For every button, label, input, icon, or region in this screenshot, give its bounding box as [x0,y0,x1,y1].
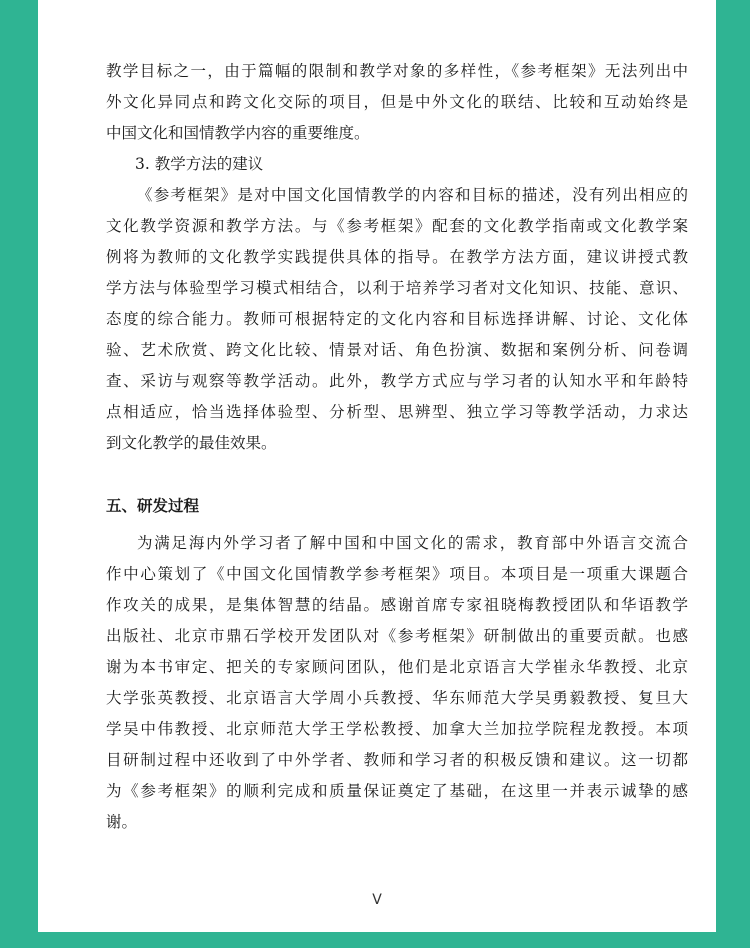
paragraph-line: 外文化异同点和跨文化交际的项目，但是中外文化的联结、比较和互动始终是 [106,93,688,111]
subsection-title: 3. 教学方法的建议 [135,155,264,173]
paragraph-line: 为《参考框架》的顺利完成和质量保证奠定了基础，在这里一并表示诚挚的感 [106,782,688,800]
paragraph-line: 谢。 [106,813,138,831]
paragraph-line: 作攻关的成果，是集体智慧的结晶。感谢首席专家祖晓梅教授团队和华语教学 [106,596,688,614]
paragraph-line: 大学张英教授、北京语言大学周小兵教授、华东师范大学吴勇毅教授、复旦大 [106,689,688,707]
paragraph-line: 学方法与体验型学习模式相结合，以利于培养学习者对文化知识、技能、意识、 [106,279,688,297]
research-paragraph [106,528,688,838]
paragraph-line: 为满足海内外学习者了解中国和中国文化的需求，教育部中外语言交流合 [137,534,688,552]
page-number: V [372,892,382,908]
paragraph-line: 学吴中伟教授、北京师范大学王学松教授、加拿大兰加拉学院程龙教授。本项 [106,720,688,738]
paragraph-line: 点相适应，恰当选择体验型、分析型、思辨型、独立学习等教学活动，力求达 [106,403,688,421]
paragraph-line: 目研制过程中还收到了中外学者、教师和学习者的积极反馈和建议。这一切都 [106,751,688,769]
paragraph-line: 《参考框架》是对中国文化国情教学的内容和目标的描述，没有列出相应的 [137,186,688,204]
subsection-block [106,149,688,180]
paragraph-line: 查、采访与观察等教学活动。此外，教学方式应与学习者的认知水平和年龄特 [106,372,688,390]
paragraph-line: 出版社、北京市鼎石学校开发团队对《参考框架》研制做出的重要贡献。也感 [106,627,688,645]
paragraph-line: 教学目标之一，由于篇幅的限制和教学对象的多样性，《参考框架》无法列出中 [106,62,688,80]
paragraph-line: 到文化教学的最佳效果。 [106,434,277,452]
section-heading: 五、研发过程 [106,497,200,515]
paragraph-line: 态度的综合能力。教师可根据特定的文化内容和目标选择讲解、讨论、文化体 [106,310,688,328]
methods-paragraph [106,180,688,459]
document-page [38,0,716,932]
paragraph-line: 验、艺术欣赏、跨文化比较、情景对话、角色扮演、数据和案例分析、问卷调 [106,341,688,359]
intro-paragraph [106,56,688,149]
paragraph-line: 文化教学资源和教学方法。与《参考框架》配套的文化教学指南或文化教学案 [106,217,688,235]
paragraph-line: 例将为教师的文化教学实践提供具体的指导。在教学方法方面，建议讲授式教 [106,248,688,266]
paragraph-line: 谢为本书审定、把关的专家顾问团队，他们是北京语言大学崔永华教授、北京 [106,658,688,676]
paragraph-line: 中国文化和国情教学内容的重要维度。 [106,124,370,142]
paragraph-line: 作中心策划了《中国文化国情教学参考框架》项目。本项目是一项重大课题合 [106,565,688,583]
